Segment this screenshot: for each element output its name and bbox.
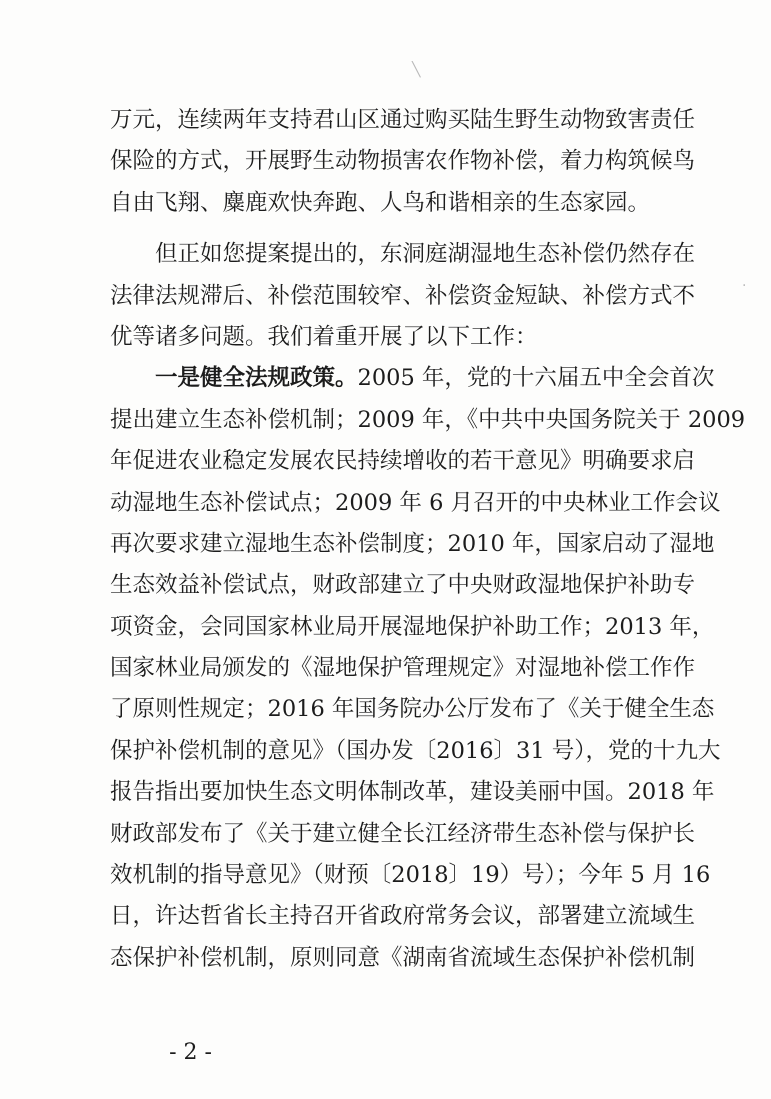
paragraph-line: 效机制的指导意见》（财预〔2018〕19）号）；今年 5 月 16 [110,862,711,889]
paragraph-line: 提出建立生态补偿机制；2009 年，《中共中央国务院关于 2009 [110,406,746,433]
paragraph-line [110,358,715,399]
paragraph-line: 保护补偿机制的意见》（国办发〔2016〕31 号），党的十九大 [110,737,721,764]
paragraph-line: 法律法规滞后、补偿范围较窄、补偿资金短缺、补偿方式不 [110,282,696,309]
paragraph-line: 国家林业局颁发的《湿地保护管理规定》对湿地补偿工作作 [110,655,696,682]
paragraph-line: 项资金，会同国家林业局开展湿地保护补助工作；2013 年， [110,613,715,640]
paragraph-line: 日，许达哲省长主持召开省政府常务会议，部署建立流域生 [110,903,696,930]
section-heading: 一是健全法规政策。 [155,365,358,392]
paragraph-line: 再次要求建立湿地生态补偿制度；2010 年，国家启动了湿地 [110,530,715,557]
page-number: - 2 - [169,1040,212,1065]
paragraph-line: 生态效益补偿试点，财政部建立了中央财政湿地保护补助专 [110,572,696,599]
scan-mark: ╲ [412,62,421,78]
scan-mark: · [742,278,747,294]
paragraph-line: 态保护补偿机制，原则同意《湖南省流域生态保护补偿机制 [110,944,696,971]
paragraph-text: 2005 年，党的十六届五中全会首次 [357,365,715,392]
paragraph-line: 优等诸多问题。我们着重开展了以下工作： [110,323,538,350]
paragraph-line: 自由飞翔、麋鹿欢快奔跑、人鸟和谐相亲的生态家园。 [110,189,651,216]
paragraph-line: 报告指出要加快生态文明体制改革，建设美丽中国。2018 年 [110,779,715,806]
paragraph-line: 但正如您提案提出的，东洞庭湖湿地生态补偿仍然存在 [155,241,696,268]
document-body [110,100,746,979]
paragraph-line: 保险的方式，开展野生动物损害农作物补偿，着力构筑候鸟 [110,148,696,175]
paragraph-line: 了原则性规定；2016 年国务院办公厅发布了《关于健全生态 [110,696,715,723]
paragraph-line: 万元，连续两年支持君山区通过购买陆生野生动物致害责任 [110,107,696,133]
paragraph-line: 财政部发布了《关于建立健全长江经济带生态补偿与保护长 [110,820,696,847]
paragraph-line: 动湿地生态补偿试点；2009 年 6 月召开的中央林业工作会议 [110,489,721,516]
paragraph-line: 年促进农业稳定发展农民持续增收的若干意见》明确要求启 [110,448,696,475]
